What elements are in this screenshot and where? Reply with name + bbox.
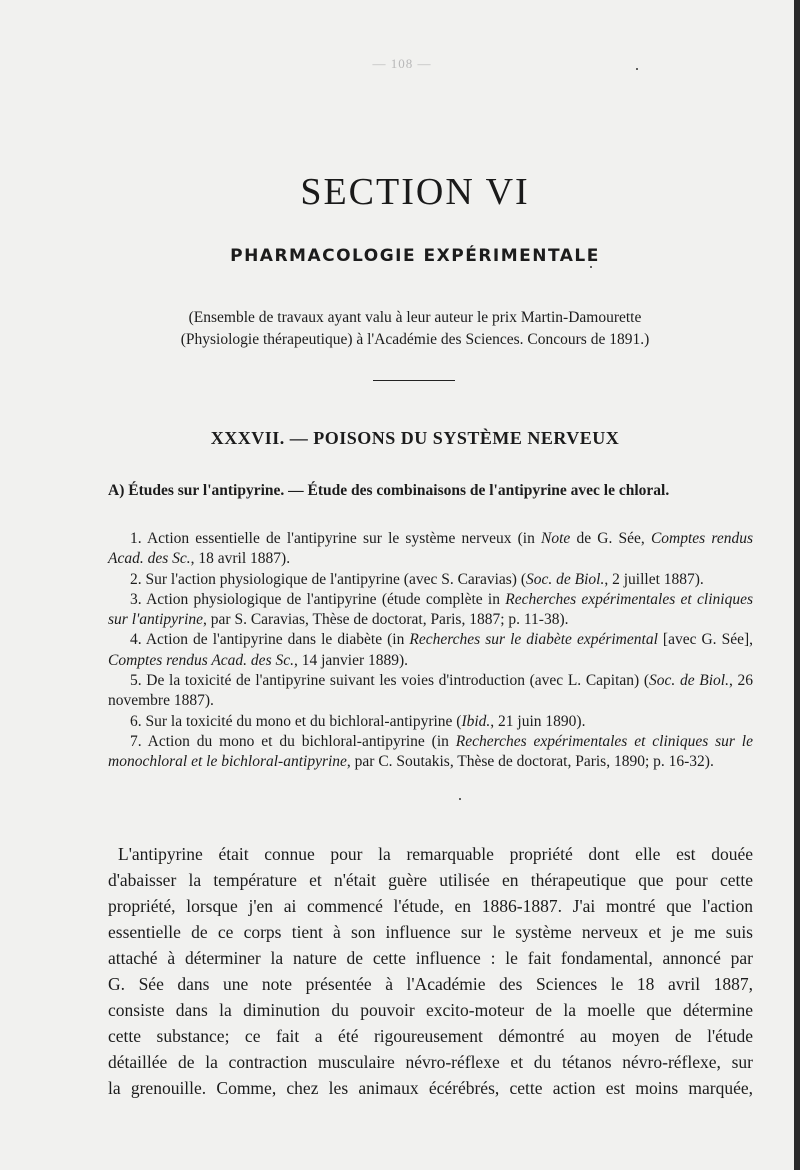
reference-item (108, 712, 753, 732)
intro-line-2: (Physiologie thérapeutique) à l'Académie des Sciences. Concours de 1891.) (180, 331, 650, 348)
reference-text: , par C. Soutakis, Thèse de doctorat, Paris, 1890; p. 16-32). (346, 753, 714, 771)
reference-item (108, 570, 753, 590)
body-line: détaillée de la contraction musculaire névro-réflexe et du tétanos névro-réflexe, sur (108, 1052, 753, 1072)
print-speck (590, 266, 592, 268)
reference-text: Action essentielle de l'antipyrine sur le système nerveux (in (146, 530, 542, 547)
reference-number: 3. (130, 590, 142, 608)
reference-number: 2. (130, 570, 142, 588)
body-line: essentielle de ce corps tient à son influence sur le système nerveux et je me suis (108, 922, 753, 942)
reference-text: , 18 avril 1887). (190, 550, 291, 568)
reference-italic: Comptes rendus Acad. des Sc. (108, 651, 294, 669)
page-number: — 108 — (372, 56, 432, 71)
body-paragraph (108, 841, 753, 1101)
reference-text: , par S. Caravias, Thèse de doctorat, Paris, 1887; p. 11-38). (203, 611, 569, 629)
reference-text: Action de l'antipyrine dans le diabète (in (145, 631, 410, 649)
reference-list (108, 529, 753, 773)
reference-text: [avec G. Sée], (657, 631, 754, 649)
body-line: attaché à déterminer la nature de cette influence : le fait fondamental, annoncé par (108, 948, 753, 968)
reference-item (108, 529, 753, 570)
reference-text: Sur l'action physiologique de l'antipyrine (avec S. Caravias) ( (145, 570, 526, 588)
reference-italic: Ibid. (461, 712, 491, 730)
reference-text: Sur la toxicité du mono et du bichloral-antipyrine ( (145, 712, 462, 730)
reference-item (108, 671, 753, 712)
reference-italic: Recherches expérimentales et cliniques sur l'antipyrine (108, 590, 753, 629)
chapter-title: XXXVII. — POISONS DU SYSTÈME NERVEUX (210, 428, 620, 448)
reference-italic: Recherches sur le diabète expérimental (409, 631, 658, 649)
body-line: cette substance; ce fait a été rigoureusement démontré au moyen de l'étude (108, 1026, 753, 1046)
print-speck (636, 68, 638, 70)
body-line: consiste dans la diminution du pouvoir excito-moteur de la moelle que détermine (108, 1000, 753, 1020)
body-line: G. Sée dans une note présentée à l'Académie des Sciences le 18 avril 1887, (108, 974, 753, 994)
reference-text: , 2 juillet 1887). (604, 570, 704, 588)
reference-italic: Soc. de Biol. (526, 570, 605, 588)
intro-line-1: (Ensemble de travaux ayant valu à leur auteur le prix Martin-Damourette (188, 309, 642, 326)
reference-text: , 26 novembre 1887). (108, 672, 754, 710)
body-line: la grenouille. Comme, chez les animaux écérébrés, cette action est moins marquée, (108, 1078, 753, 1098)
reference-text: De la toxicité de l'antipyrine suivant les voies d'introduction (avec L. Capitan) ( (146, 672, 650, 690)
reference-item (108, 590, 753, 631)
reference-number: 6. (130, 712, 142, 730)
reference-italic: Comptes rendus Acad. des Sc. (108, 530, 753, 568)
section-subtitle: PHARMACOLOGIE EXPÉRIMENTALE (230, 246, 600, 266)
section-divider (373, 380, 455, 381)
reference-item (108, 630, 753, 671)
section-title: SECTION VI (300, 171, 530, 213)
print-speck (459, 798, 461, 800)
reference-text: Action physiologique de l'antipyrine (étude complète in (146, 590, 506, 608)
reference-text: , 14 janvier 1889). (293, 651, 409, 669)
reference-italic: Recherches expérimentales et cliniques sur le monochloral et le bichloral-antipyrine (108, 732, 753, 771)
reference-text: , 21 juin 1890). (490, 712, 586, 730)
reference-item (108, 732, 753, 773)
body-line: propriété, lorsque j'en ai commencé l'étude, en 1886-1887. J'ai montré que l'action (108, 896, 753, 916)
body-line: L'antipyrine était connue pour la remarquable propriété dont elle est douée (118, 844, 753, 864)
reference-number: 1. (130, 530, 142, 547)
subsection-heading: A) Études sur l'antipyrine. — Étude des combinaisons de l'antipyrine avec le chloral. (108, 482, 670, 499)
reference-number: 5. (130, 672, 142, 690)
reference-number: 7. (130, 732, 142, 750)
reference-italic: Note (541, 530, 571, 547)
body-line: d'abaisser la température et n'était guère utilisée en thérapeutique que pour cette (108, 870, 753, 890)
reference-number: 4. (130, 631, 142, 649)
reference-text: de G. Sée, (570, 530, 651, 547)
section-intro (100, 307, 730, 351)
reference-text: Action du mono et du bichloral-antipyrine (in (147, 732, 456, 750)
reference-italic: Soc. de Biol. (649, 672, 729, 690)
